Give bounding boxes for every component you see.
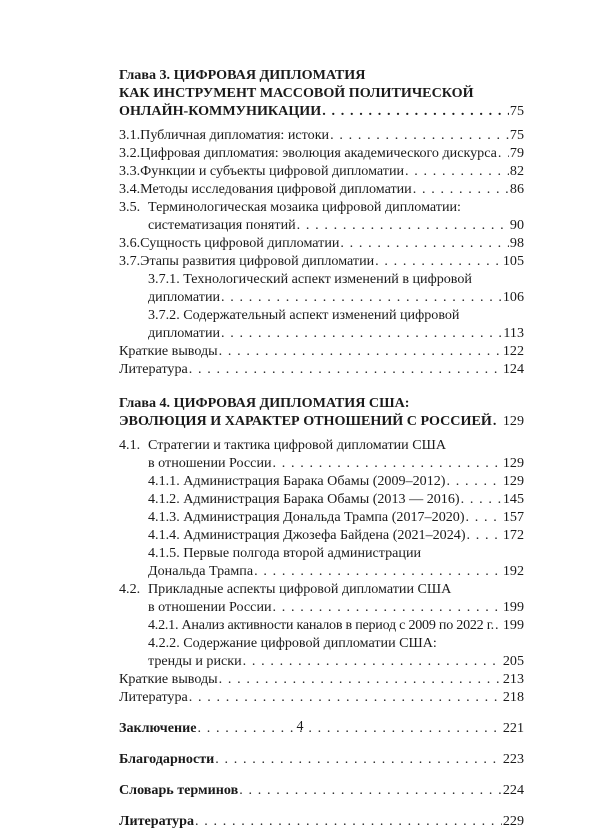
toc-text: в отношении России — [148, 599, 272, 615]
toc-text: Глава 3. ЦИФРОВАЯ ДИПЛОМАТИЯ — [119, 67, 366, 83]
section-number: 3.3. — [119, 163, 141, 179]
section-number: 3.6. — [119, 235, 141, 251]
leader-dots — [221, 288, 502, 306]
page-ref: 90 — [509, 217, 524, 233]
leader-dots — [340, 234, 509, 252]
toc-text: 3.7.1. Технологический аспект изменений в цифровой — [148, 271, 472, 287]
section-number: 4.2. — [119, 581, 141, 597]
toc-entry-3-7-2-line-1[interactable] — [119, 306, 524, 324]
toc-entry-acknowledgements[interactable] — [119, 750, 524, 768]
toc-text: 4.2.2. Содержание цифровой дипломатии США: — [148, 635, 437, 651]
toc-text: Краткие выводы — [119, 671, 218, 687]
leader-dots — [273, 598, 502, 616]
leader-dots — [189, 360, 502, 378]
page-ref: 105 — [502, 253, 524, 269]
toc-entry-4-1-1[interactable] — [119, 472, 524, 490]
toc-entry-3-3[interactable] — [119, 162, 524, 180]
toc-entry-3-1[interactable] — [119, 126, 524, 144]
toc-text: ОНЛАЙН-КОММУНИКАЦИИ — [119, 103, 322, 119]
leader-dots — [189, 688, 502, 706]
toc-entry-3-4[interactable] — [119, 180, 524, 198]
toc-text: КАК ИНСТРУМЕНТ МАССОВОЙ ПОЛИТИЧЕСКОЙ — [119, 85, 474, 101]
page-ref: 213 — [502, 671, 524, 687]
leader-dots — [466, 508, 502, 526]
section-number: 3.2. — [119, 145, 141, 161]
toc-entry-4-1-2[interactable] — [119, 490, 524, 508]
chapter-3-title-line-1 — [119, 66, 524, 84]
page-ref: 157 — [502, 509, 524, 525]
page-ref: 79 — [509, 145, 524, 161]
toc-entry-4-1-5-line-1[interactable] — [119, 544, 524, 562]
section-number: 3.5. — [119, 199, 141, 215]
chapter-4-entry[interactable] — [119, 412, 524, 430]
toc-text: 3.7.2. Содержательный аспект изменений цифровой — [148, 307, 460, 323]
toc-text: 4.1.1. Администрация Барака Обамы (2009–2012) — [148, 473, 446, 489]
page-ref: 221 — [502, 720, 524, 736]
toc-text: Стратегии и тактика цифровой дипломатии США — [148, 437, 447, 453]
leader-dots — [215, 750, 502, 768]
page-ref: 82 — [509, 163, 524, 179]
toc-entry-3-5[interactable] — [119, 216, 524, 234]
page-ref: 122 — [502, 343, 524, 359]
section-number: 4.1. — [119, 437, 141, 453]
toc-text: 4.1.2. Администрация Барака Обамы (2013 — 2016) — [148, 491, 460, 507]
chapter-4-title-line-1 — [119, 394, 524, 412]
toc-entry-3-7-1[interactable] — [119, 288, 524, 306]
leader-dots — [495, 616, 502, 634]
toc-text: 4.1.5. Первые полгода второй администрации — [148, 545, 422, 561]
toc-entry-glossary[interactable] — [119, 781, 524, 799]
page-ref: 129 — [502, 413, 524, 429]
toc-entry-4-2-2-line-1[interactable] — [119, 634, 524, 652]
toc-text: 4.2.1. Анализ активности каналов в период с 2009 по 2022 г. — [148, 617, 494, 633]
toc-entry-4-1[interactable] — [119, 454, 524, 472]
page-ref: 124 — [502, 361, 524, 377]
chapter-3-entry[interactable] — [119, 102, 524, 120]
toc-entry-ch4-summary[interactable] — [119, 670, 524, 688]
toc-entry-ch4-literature[interactable] — [119, 688, 524, 706]
leader-dots — [493, 412, 502, 430]
toc-entry-4-1-3[interactable] — [119, 508, 524, 526]
toc-text: Терминологическая мозаика цифровой дипломатии: — [148, 199, 461, 215]
toc-text: Благодарности — [119, 751, 215, 767]
toc-entry-3-5-line-1[interactable] — [119, 198, 524, 216]
toc-entry-4-1-4[interactable] — [119, 526, 524, 544]
page-ref: 98 — [509, 235, 524, 251]
toc-entry-3-7[interactable] — [119, 252, 524, 270]
page-ref: 172 — [502, 527, 524, 543]
table-of-contents — [119, 66, 524, 830]
leader-dots — [219, 342, 502, 360]
toc-entry-3-7-2[interactable] — [119, 324, 524, 342]
toc-text: Сущность цифровой дипломатии — [140, 235, 340, 251]
section-number: 3.1. — [119, 127, 141, 143]
leader-dots — [447, 472, 502, 490]
chapter-3-title-line-2 — [119, 84, 524, 102]
page-ref: 199 — [502, 617, 524, 633]
page-ref: 229 — [502, 813, 524, 829]
leader-dots — [322, 102, 509, 120]
toc-entry-ch3-literature[interactable] — [119, 360, 524, 378]
leader-dots — [273, 454, 502, 472]
toc-entry-references[interactable] — [119, 812, 524, 830]
toc-text: Цифровая дипломатия: эволюция академического дискурса — [140, 145, 497, 161]
section-number: 3.7. — [119, 253, 141, 269]
toc-entry-3-2[interactable] — [119, 144, 524, 162]
leader-dots — [405, 162, 509, 180]
leader-dots — [413, 180, 509, 198]
toc-entry-4-2-2[interactable] — [119, 652, 524, 670]
toc-text: 4.1.4. Администрация Джозефа Байдена (2021–2024) — [148, 527, 466, 543]
page-ref: 205 — [502, 653, 524, 669]
toc-text: дипломатии — [148, 289, 221, 305]
toc-entry-3-6[interactable] — [119, 234, 524, 252]
page-ref: 218 — [502, 689, 524, 705]
toc-text: Дональда Трампа — [148, 563, 254, 579]
toc-text: Краткие выводы — [119, 343, 218, 359]
leader-dots — [330, 126, 509, 144]
leader-dots — [461, 490, 502, 508]
toc-text: в отношении России — [148, 455, 272, 471]
page-ref: 75 — [509, 103, 524, 119]
toc-text: Литература — [119, 689, 188, 705]
page-ref: 75 — [509, 127, 524, 143]
toc-entry-4-2-line-1[interactable] — [119, 580, 524, 598]
page-ref: 86 — [509, 181, 524, 197]
leader-dots — [297, 216, 509, 234]
page-ref: 199 — [502, 599, 524, 615]
section-number: 3.4. — [119, 181, 141, 197]
leader-dots — [467, 526, 502, 544]
page-ref: 129 — [502, 473, 524, 489]
leader-dots — [254, 562, 502, 580]
toc-text: Словарь терминов — [119, 782, 239, 798]
page-ref: 145 — [502, 491, 524, 507]
leader-dots — [498, 144, 509, 162]
leader-dots — [195, 812, 502, 830]
toc-entry-4-1-5[interactable] — [119, 562, 524, 580]
page-ref: 106 — [502, 289, 524, 305]
leader-dots — [219, 670, 502, 688]
leader-dots — [221, 324, 502, 342]
page-ref: 192 — [502, 563, 524, 579]
toc-text: Глава 4. ЦИФРОВАЯ ДИПЛОМАТИЯ США: — [119, 395, 410, 411]
toc-text: Методы исследования цифровой дипломатии — [140, 181, 412, 197]
toc-text: дипломатии — [148, 325, 221, 341]
toc-entry-ch3-summary[interactable] — [119, 342, 524, 360]
page-ref: 129 — [502, 455, 524, 471]
leader-dots — [375, 252, 502, 270]
toc-text: тренды и риски — [148, 653, 242, 669]
page-ref: 224 — [502, 782, 524, 798]
page-ref: 113 — [503, 325, 524, 341]
toc-entry-4-2[interactable] — [119, 598, 524, 616]
page-ref: 223 — [502, 751, 524, 767]
toc-text: Литература — [119, 361, 188, 377]
toc-text: 4.1.3. Администрация Дональда Трампа (2017–2020) — [148, 509, 465, 525]
toc-entry-3-7-1-line-1[interactable] — [119, 270, 524, 288]
toc-text: систематизация понятий — [148, 217, 296, 233]
toc-text: Литература — [119, 813, 194, 829]
toc-text: Публичная дипломатия: истоки — [140, 127, 330, 143]
toc-text: Этапы развития цифровой дипломатии — [140, 253, 375, 269]
leader-dots — [243, 652, 502, 670]
page-number: 4 — [296, 719, 304, 734]
leader-dots — [239, 781, 502, 799]
toc-entry-4-2-1[interactable] — [119, 616, 524, 634]
toc-text: Заключение — [119, 720, 197, 736]
toc-text: ЭВОЛЮЦИЯ И ХАРАКТЕР ОТНОШЕНИЙ С РОССИЕЙ — [119, 413, 492, 429]
toc-text: Функции и субъекты цифровой дипломатии — [140, 163, 405, 179]
toc-entry-4-1-line-1[interactable] — [119, 436, 524, 454]
toc-text: Прикладные аспекты цифровой дипломатии США — [148, 581, 452, 597]
